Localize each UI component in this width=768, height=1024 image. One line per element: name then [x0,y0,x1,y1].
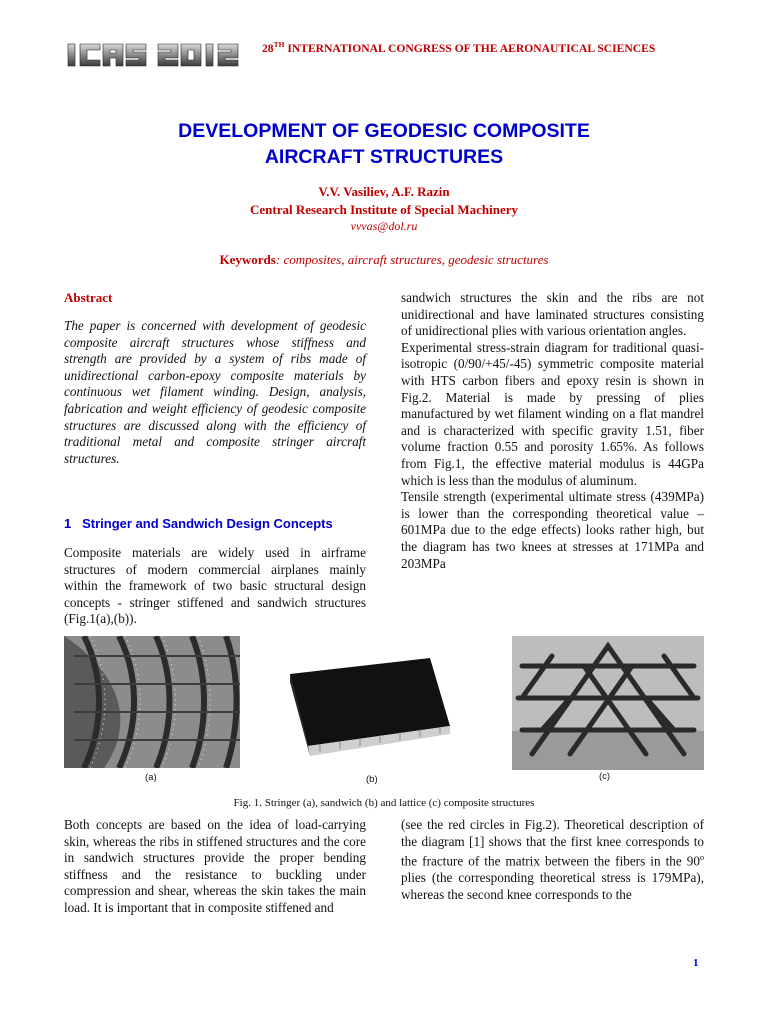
author-email[interactable]: vvvas@dol.ru [350,219,418,233]
section-1-paragraph: Composite materials are widely used in airframe structures of modern commercial airplanes mainly within the framework of two basic structural design concepts - stringer stiffened and sandwich structures (Fig.1(a),(b)). [64,545,366,627]
right-paragraph-1: sandwich structures the skin and the ribs are not unidirectional and have laminated structures consisting of unidirectional plies with various orientation angles. [401,290,704,339]
right-paragraph-3: Tensile strength (experimental ultimate stress (439MPa) is lower than the corresponding theoretical value – 601MPa due to the edge effects) looks rather high, but the diagram has two knees at stresses at 171MPa and 203MPa [401,489,704,571]
congress-title: 28TH INTERNATIONAL CONGRESS OF THE AERONAUTICAL SCIENCES [262,40,656,55]
bottom-left-paragraph: Both concepts are based on the idea of load-carrying skin, whereas the ribs in stiffened structures and the core in sandwich structures provide the proper bending stiffness and the resistance to buckling under compression and shear, whereas the skin takes the main load. It is important that in composite stiffened and [64,817,366,915]
figure-1-caption: Fig. 1. Stringer (a), sandwich (b) and lattice (c) composite structures [233,797,535,809]
lattice-structure-photo [512,636,704,770]
keywords-label: Keywords [219,252,276,267]
right-paragraph-2: Experimental stress-strain diagram for traditional quasi-isotropic (0/90/+45/-45) symmetric composite material with HTS carbon fibers and epoxy resin is shown in Fig.2. Material is made by pressing of plies manufactured by wet filament winding on a flat mandrel and is characterized with specific gravity 1.51, fiber volume fraction 0.55 and porosity 1.65%. As follows from Fig.1, the effective material modulus is 44GPa which is less than the modulus of aluminum. [401,339,704,488]
abstract-text: The paper is concerned with development of geodesic composite aircraft structures whose stiffness and strength are provided by a system of ribs made of unidirectional carbon-epoxy composite materials by continuous wet filament winding. Design, analysis, fabrication and weight efficiency of geodesic composite structures are discussed along with the efficiency of traditional metal and composite stringer aircraft structures. [64,318,366,466]
paper-title [60,118,708,170]
stringer-structure-photo [64,636,240,768]
authors: V.V. Vasiliev, A.F. Razin [318,184,450,199]
sandwich-panel-photo [280,652,452,760]
right-column-text [401,290,704,572]
figure-label-b: (b) [366,774,378,785]
keywords [60,252,708,268]
icas-2012-logo [66,40,242,70]
paper-title-line-1: DEVELOPMENT OF GEODESIC COMPOSITE [178,120,590,142]
abstract-heading: Abstract [64,290,113,305]
bottom-right-paragraph: (see the red circles in Fig.2). Theoretical description of the diagram [1] shows that the first knee corresponds to the fracture of the matrix between the fibers in the 90$^o$ plies (the corresponding theoretical stress is 179MPa), whereas the second knee corresponds to the [401,817,704,902]
figure-label-c: (c) [599,771,611,782]
keywords-list: : composites, aircraft structures, geodesic structures [275,252,549,267]
section-1-heading: 1 Stringer and Sandwich Design Concepts [64,516,333,531]
paper-title-line-2: AIRCRAFT STRUCTURES [264,146,504,168]
figure-label-a: (a) [145,772,157,783]
affiliation: Central Research Institute of Special Machinery [249,202,519,217]
page-number: 1 [693,957,699,969]
